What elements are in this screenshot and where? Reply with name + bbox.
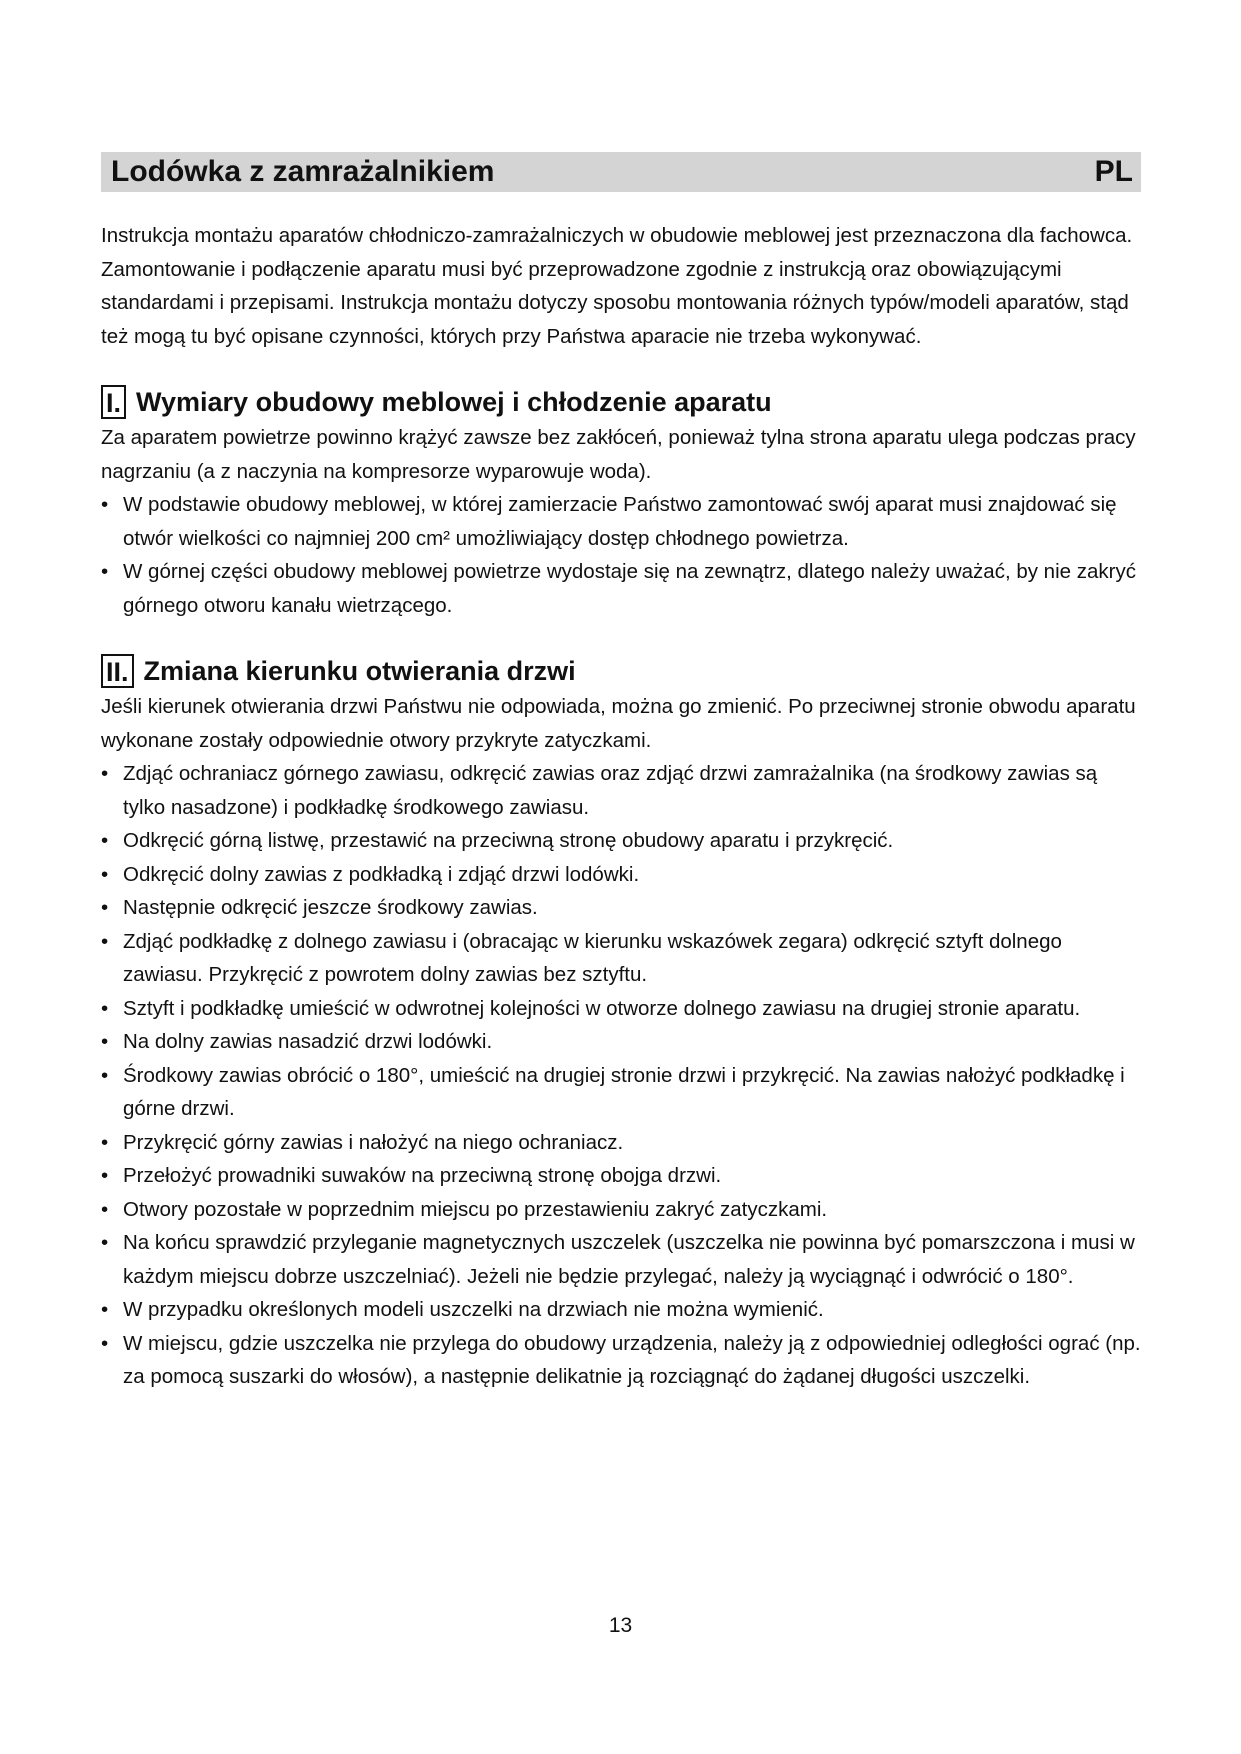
list-item: • Przełożyć prowadniki suwaków na przeciwną stronę obojga drzwi. bbox=[101, 1159, 1141, 1193]
list-item: • W przypadku określonych modeli uszczelki na drzwiach nie można wymienić. bbox=[101, 1293, 1141, 1327]
list-item: • Następnie odkręcić jeszcze środkowy zawias. bbox=[101, 891, 1141, 925]
intro-paragraph: Instrukcja montażu aparatów chłodniczo-zamrażalniczych w obudowie meblowej jest przeznaczona dla fachowca. Zamontowanie i podłączenie aparatu musi być przeprowadzone zgodnie z instrukcją oraz obowiązującymi standardami i przepisami. Instrukcja montażu dotyczy sposobu montowania różnych typów/modeli aparatów, stąd też mogą tu być opisane czynności, których przy Państwa aparacie nie trzeba wykonywać. bbox=[101, 224, 1133, 348]
bullet-icon: • bbox=[101, 560, 109, 583]
list-item: • W miejscu, gdzie uszczelka nie przylega do obudowy urządzenia, należy ją z odpowiedniej odległości ograć (np. za pomocą suszarki do włosów), a następnie delikatnie ją rozciągnąć do żądanej długości uszczelki. bbox=[101, 1327, 1141, 1394]
section-paragraph: Za aparatem powietrze powinno krążyć zawsze bez zakłóceń, ponieważ tylna strona aparatu ulega podczas pracy nagrzaniu (a z naczynia na kompresorze wyparowuje woda). bbox=[101, 426, 1136, 483]
page-number: 13 bbox=[608, 1614, 633, 1637]
section-number: I. bbox=[101, 385, 126, 419]
list-item: • Odkręcić dolny zawias z podkładką i zdjąć drzwi lodówki. bbox=[101, 858, 1141, 892]
list-item: • W podstawie obudowy meblowej, w której zamierzacie Państwo zamontować swój aparat musi znajdować się otwór wielkości co najmniej 200 cm² umożliwiający dostęp chłodnego powietrza. bbox=[101, 488, 1141, 555]
list-item: • Na dolny zawias nasadzić drzwi lodówki. bbox=[101, 1025, 1141, 1059]
bullet-icon: • bbox=[101, 996, 109, 1020]
section-title: Zmiana kierunku otwierania drzwi bbox=[143, 656, 576, 686]
section-paragraph: Jeśli kierunek otwierania drzwi Państwu nie odpowiada, można go zmienić. Po przeciwnej stronie obwodu aparatu wykonane zostały odpowiednie otwory przykryte zatyczkami. bbox=[101, 695, 1136, 752]
bullet-icon: • bbox=[101, 896, 109, 919]
section-2 bbox=[101, 646, 1141, 1394]
bullet-icon: • bbox=[101, 1164, 109, 1187]
bullet-icon: • bbox=[101, 1130, 109, 1154]
section-heading bbox=[101, 646, 1141, 688]
bullet-icon: • bbox=[101, 1197, 109, 1221]
page-title: Lodówka z zamrażalnikiem bbox=[111, 155, 495, 188]
list-item: • Zdjąć ochraniacz górnego zawiasu, odkręcić zawias oraz zdjąć drzwi zamrażalnika (na środkowy zawias są tylko nasadzone) i podkładkę środkowego zawiasu. bbox=[101, 757, 1141, 824]
section-title: Wymiary obudowy meblowej i chłodzenie aparatu bbox=[136, 387, 772, 417]
bullet-icon: • bbox=[101, 929, 109, 953]
bullet-icon: • bbox=[101, 493, 109, 516]
list-item: • Sztyft i podkładkę umieścić w odwrotnej kolejności w otworze dolnego zawiasu na drugiej stronie aparatu. bbox=[101, 992, 1141, 1026]
list-item: • Przykręcić górny zawias i nałożyć na niego ochraniacz. bbox=[101, 1126, 1141, 1160]
bullet-icon: • bbox=[101, 1063, 109, 1087]
bullet-list bbox=[101, 757, 1141, 1394]
section-1 bbox=[101, 377, 1141, 622]
list-item: • Zdjąć podkładkę z dolnego zawiasu i (obracając w kierunku wskazówek zegara) odkręcić sztyft dolnego zawiasu. Przykręcić z powrotem dolny zawias bez sztyftu. bbox=[101, 925, 1141, 992]
bullet-icon: • bbox=[101, 1030, 109, 1053]
bullet-icon: • bbox=[101, 1231, 109, 1254]
list-item: • Otwory pozostałe w poprzednim miejscu po przestawieniu zakryć zatyczkami. bbox=[101, 1193, 1141, 1227]
bullet-icon: • bbox=[101, 1331, 109, 1355]
list-item: • Odkręcić górną listwę, przestawić na przeciwną stronę obudowy aparatu i przykręcić. bbox=[101, 824, 1141, 858]
bullet-icon: • bbox=[101, 862, 109, 886]
language-code: PL bbox=[1094, 155, 1133, 188]
bullet-list bbox=[101, 488, 1141, 622]
bullet-icon: • bbox=[101, 1298, 109, 1321]
bullet-icon: • bbox=[101, 829, 109, 852]
section-number: II. bbox=[101, 654, 134, 688]
document-page bbox=[101, 152, 1141, 1394]
list-item: • W górnej części obudowy meblowej powietrze wydostaje się na zewnątrz, dlatego należy uważać, by nie zakryć górnego otworu kanału wietrzącego. bbox=[101, 555, 1141, 622]
list-item: • Na końcu sprawdzić przyleganie magnetycznych uszczelek (uszczelka nie powinna być pomarszczona i musi w każdym miejscu dobrze uszczelniać). Jeżeli nie będzie przylegać, należy ją wyciągnąć i odwrócić o 180°. bbox=[101, 1226, 1141, 1293]
header-bar bbox=[101, 152, 1141, 192]
section-heading bbox=[101, 377, 1141, 419]
list-item: • Środkowy zawias obrócić o 180°, umieścić na drugiej stronie drzwi i przykręcić. Na zawias nałożyć podkładkę i górne drzwi. bbox=[101, 1059, 1141, 1126]
bullet-icon: • bbox=[101, 762, 109, 785]
